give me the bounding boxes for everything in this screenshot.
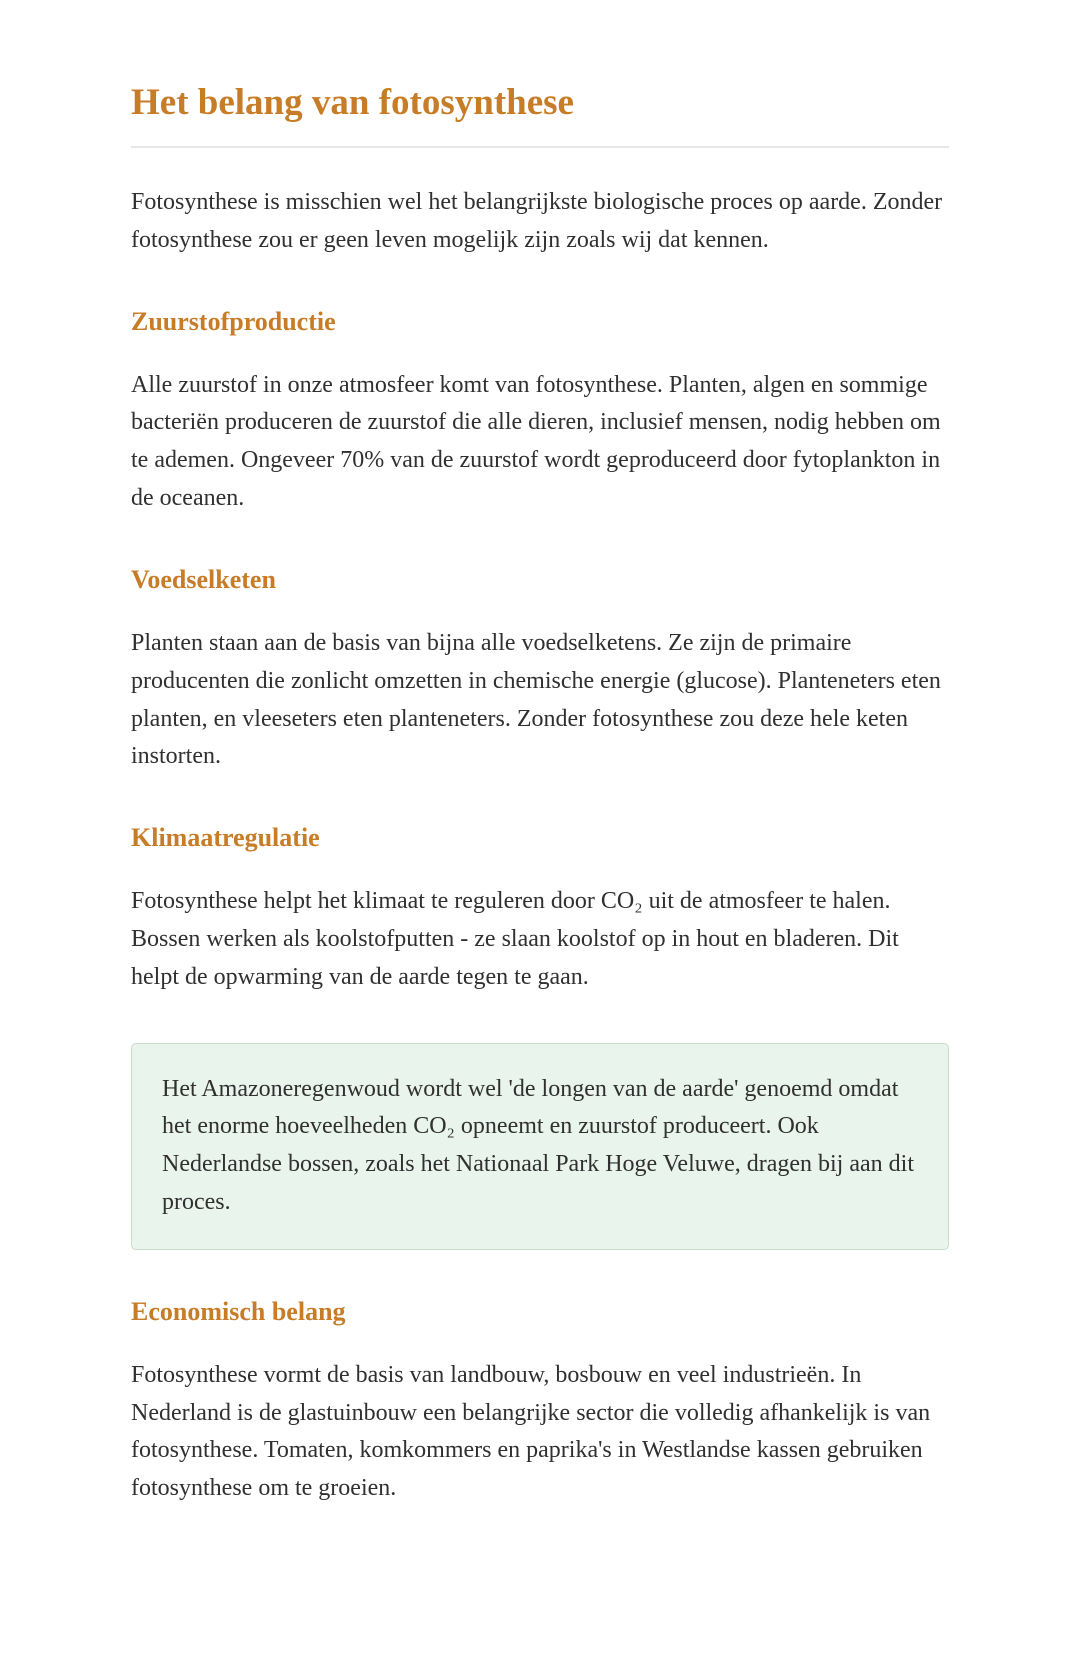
section-paragraph-klimaatregulatie: Fotosynthese helpt het klimaat te reguleren door CO₂ uit de atmosfeer te halen. Bossen werken als koolstofputten - ze slaan koolstof op in hout en bladeren. Dit helpt de opwarming van de aarde tegen te gaan.	[131, 887, 899, 990]
article-page	[131, 0, 949, 1662]
title-divider	[131, 146, 949, 148]
section-klimaatregulatie	[131, 822, 949, 996]
section-voedselketen	[131, 564, 949, 776]
section-heading-klimaatregulatie: Klimaatregulatie	[131, 823, 320, 853]
section-paragraph-economisch-belang: Fotosynthese vormt de basis van landbouw, bosbouw en veel industrieën. In Nederland is de glastuinbouw een belangrijke sector die volledig afhankelijk is van fotosynthese. Tomaten, komkommers en paprika's in Westlandse kassen gebruiken fotosynthese om te groeien.	[131, 1361, 931, 1502]
callout-text: Het Amazoneregenwoud wordt wel 'de longen van de aarde' genoemd omdat het enorme hoeveelheden CO₂ opneemt en zuurstof produceert. Ook Nederlandse bossen, zoals het Nationaal Park Hoge Veluwe, dragen bij aan dit proces.	[162, 1075, 914, 1216]
section-heading-zuurstofproductie: Zuurstofproductie	[131, 307, 336, 337]
section-heading-economisch-belang: Economisch belang	[131, 1297, 346, 1327]
section-economisch-belang	[131, 1296, 949, 1508]
section-zuurstofproductie	[131, 306, 949, 518]
section-paragraph-zuurstofproductie: Alle zuurstof in onze atmosfeer komt van fotosynthese. Planten, algen en sommige bacteriën produceren de zuurstof die alle dieren, inclusief mensen, nodig hebben om te ademen. Ongeveer 70% van de zuurstof wordt geproduceerd door fytoplankton in de oceanen.	[131, 371, 941, 512]
callout-box	[131, 1043, 949, 1251]
intro-paragraph: Fotosynthese is misschien wel het belangrijkste biologische proces op aarde. Zonder fotosynthese zou er geen leven mogelijk zijn zoals wij dat kennen.	[131, 189, 943, 254]
page-title: Het belang van fotosynthese	[131, 82, 574, 123]
section-paragraph-voedselketen: Planten staan aan de basis van bijna alle voedselketens. Ze zijn de primaire producenten die zonlicht omzetten in chemische energie (glucose). Planteneters eten planten, en vleeseters eten planteneters. Zonder fotosynthese zou deze hele keten instorten.	[131, 629, 941, 770]
section-heading-voedselketen: Voedselketen	[131, 565, 276, 595]
